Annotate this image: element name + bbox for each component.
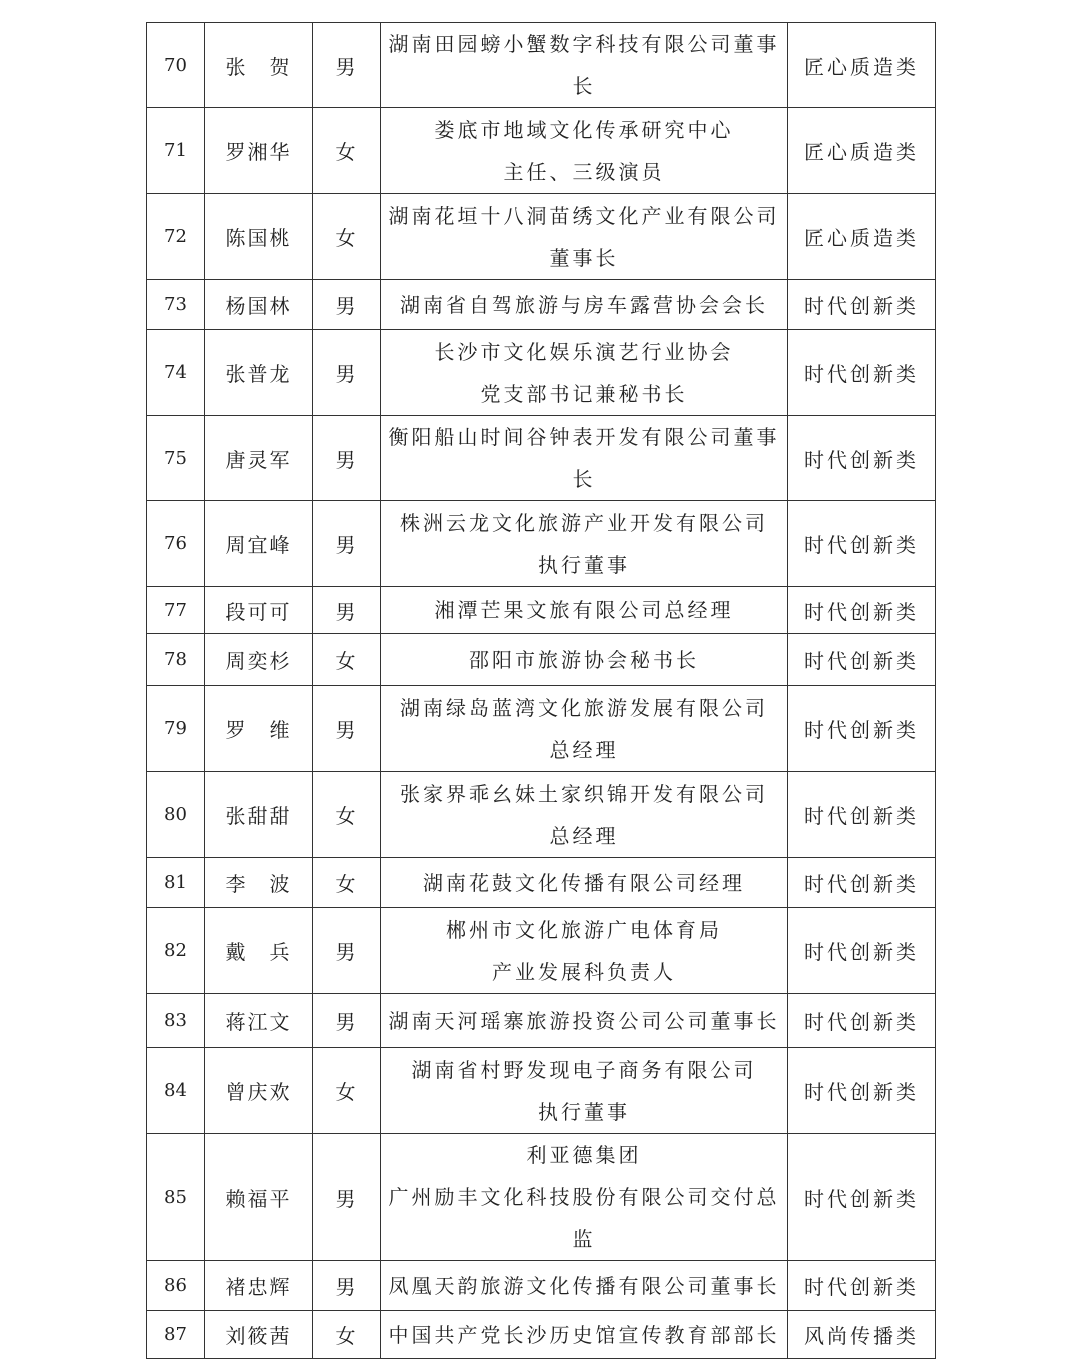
row-number: 82 [147,908,205,994]
unit-and-title [381,772,788,858]
row-number: 80 [147,772,205,858]
unit-line: 执行董事 [538,1099,630,1124]
unit-line: 中国共产党长沙历史馆宣传教育部部长 [388,1322,780,1347]
unit-and-title [381,994,788,1048]
award-category: 时代创新类 [788,1048,936,1134]
unit-line: 湖南田园螃小蟹数字科技有限公司董事长 [388,32,780,98]
row-number: 84 [147,1048,205,1134]
unit-and-title [381,1134,788,1261]
unit-line: 党支部书记兼秘书长 [480,381,688,406]
unit-and-title [381,280,788,330]
table-row [147,108,936,194]
gender: 男 [313,416,381,501]
award-category: 时代创新类 [788,908,936,994]
award-category: 风尚传播类 [788,1311,936,1359]
award-category: 时代创新类 [788,416,936,501]
gender: 男 [313,686,381,772]
row-number: 86 [147,1261,205,1311]
award-category: 时代创新类 [788,858,936,908]
table-row [147,23,936,108]
person-name: 褚忠辉 [205,1261,313,1311]
award-category: 时代创新类 [788,330,936,416]
person-name: 罗湘华 [205,108,313,194]
table-row [147,908,936,994]
unit-line: 湖南绿岛蓝湾文化旅游发展有限公司 [400,695,768,720]
gender: 女 [313,108,381,194]
table-row [147,994,936,1048]
person-name: 张 贺 [205,23,313,108]
table-row [147,1048,936,1134]
unit-line: 株洲云龙文化旅游产业开发有限公司 [400,510,768,535]
table-row [147,1311,936,1359]
gender: 男 [313,994,381,1048]
row-number: 74 [147,330,205,416]
award-category: 时代创新类 [788,686,936,772]
gender: 女 [313,194,381,280]
gender: 男 [313,908,381,994]
award-category: 时代创新类 [788,280,936,330]
person-name: 罗 维 [205,686,313,772]
unit-and-title [381,108,788,194]
row-number: 75 [147,416,205,501]
award-category: 时代创新类 [788,634,936,686]
person-name: 杨国林 [205,280,313,330]
person-name: 曾庆欢 [205,1048,313,1134]
unit-line: 总经理 [549,823,619,848]
award-category: 时代创新类 [788,587,936,634]
unit-line: 产业发展科负责人 [492,959,676,984]
unit-and-title [381,330,788,416]
honoree-table [146,22,936,1359]
gender: 男 [313,587,381,634]
unit-line: 张家界乖幺妹土家织锦开发有限公司 [400,781,768,806]
gender: 男 [313,23,381,108]
unit-line: 董事长 [549,245,619,270]
unit-and-title [381,686,788,772]
table-row [147,194,936,280]
row-number: 81 [147,858,205,908]
table-row [147,330,936,416]
person-name: 段可可 [205,587,313,634]
row-number: 85 [147,1134,205,1261]
unit-line: 邵阳市旅游协会秘书长 [469,647,699,672]
unit-line: 湖南花鼓文化传播有限公司经理 [423,870,745,895]
award-category: 匠心质造类 [788,108,936,194]
award-category: 匠心质造类 [788,23,936,108]
row-number: 71 [147,108,205,194]
table-row [147,280,936,330]
unit-and-title [381,858,788,908]
table-row [147,858,936,908]
unit-and-title [381,1311,788,1359]
person-name: 刘筱茜 [205,1311,313,1359]
award-category: 时代创新类 [788,501,936,587]
award-category: 时代创新类 [788,1134,936,1261]
award-category: 时代创新类 [788,1261,936,1311]
unit-line: 利亚德集团 [526,1143,642,1167]
unit-line: 长沙市文化娱乐演艺行业协会 [434,339,734,364]
person-name: 周宜峰 [205,501,313,587]
award-category: 时代创新类 [788,772,936,858]
gender: 女 [313,772,381,858]
table-row [147,416,936,501]
person-name: 赖福平 [205,1134,313,1261]
unit-line: 衡阳船山时间谷钟表开发有限公司董事长 [388,425,780,491]
unit-line: 凤凰天韵旅游文化传播有限公司董事长 [388,1273,780,1298]
gender: 男 [313,330,381,416]
unit-line: 湖南天河瑶寨旅游投资公司公司董事长 [388,1008,780,1033]
table-row [147,501,936,587]
award-category: 时代创新类 [788,994,936,1048]
unit-line: 湖南省村野发现电子商务有限公司 [411,1057,757,1082]
row-number: 79 [147,686,205,772]
gender: 女 [313,858,381,908]
person-name: 张甜甜 [205,772,313,858]
table-row [147,1134,936,1261]
award-category: 匠心质造类 [788,194,936,280]
person-name: 唐灵军 [205,416,313,501]
gender: 男 [313,1134,381,1261]
unit-and-title [381,587,788,634]
unit-and-title [381,416,788,501]
row-number: 76 [147,501,205,587]
unit-and-title [381,908,788,994]
unit-and-title [381,1048,788,1134]
row-number: 83 [147,994,205,1048]
unit-and-title [381,194,788,280]
unit-and-title [381,23,788,108]
table-row [147,634,936,686]
row-number: 72 [147,194,205,280]
gender: 男 [313,280,381,330]
person-name: 李 波 [205,858,313,908]
row-number: 78 [147,634,205,686]
unit-and-title [381,634,788,686]
table-body [147,23,936,1359]
table-row [147,587,936,634]
person-name: 蒋江文 [205,994,313,1048]
unit-line: 总经理 [549,737,619,762]
row-number: 70 [147,23,205,108]
unit-line: 执行董事 [538,552,630,577]
gender: 男 [313,501,381,587]
person-name: 张普龙 [205,330,313,416]
row-number: 77 [147,587,205,634]
unit-and-title [381,1261,788,1311]
gender: 男 [313,1261,381,1311]
unit-and-title [381,501,788,587]
person-name: 周奕杉 [205,634,313,686]
unit-line: 湘潭芒果文旅有限公司总经理 [434,598,734,622]
table-row [147,1261,936,1311]
gender: 女 [313,1311,381,1359]
gender: 女 [313,1048,381,1134]
unit-line: 广州励丰文化科技股份有限公司交付总监 [388,1185,780,1251]
person-name: 陈国桃 [205,194,313,280]
table-row [147,686,936,772]
unit-line: 湖南省自驾旅游与房车露营协会会长 [400,292,768,317]
row-number: 73 [147,280,205,330]
unit-line: 郴州市文化旅游广电体育局 [446,917,722,942]
unit-line: 主任、三级演员 [503,159,665,184]
unit-line: 湖南花垣十八洞苗绣文化产业有限公司 [388,203,780,228]
person-name: 戴 兵 [205,908,313,994]
gender: 女 [313,634,381,686]
table-row [147,772,936,858]
unit-line: 娄底市地域文化传承研究中心 [434,117,734,142]
row-number: 87 [147,1311,205,1359]
